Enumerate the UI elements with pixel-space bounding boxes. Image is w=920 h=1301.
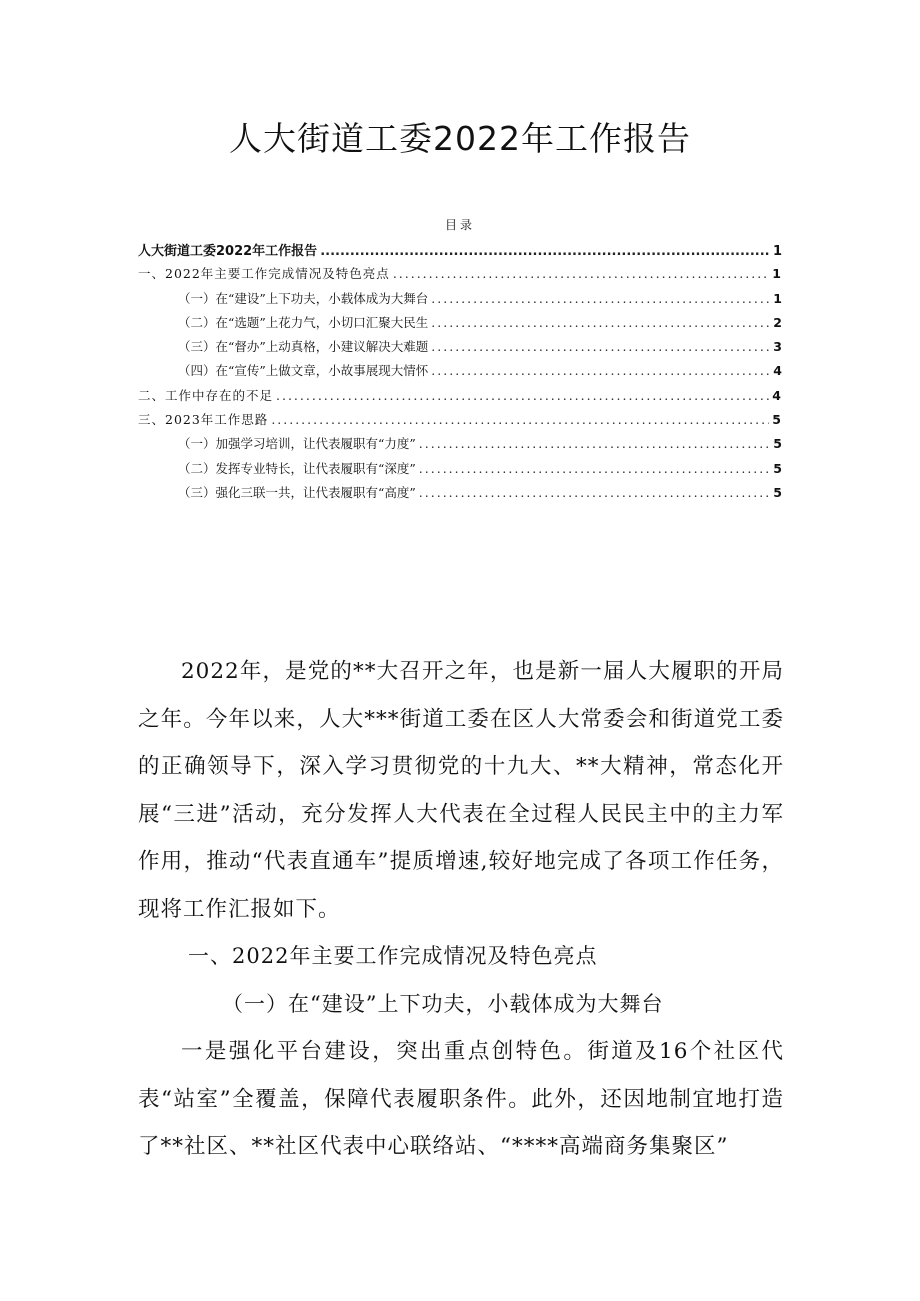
toc-leader-dots xyxy=(431,291,770,306)
toc-entry[interactable] xyxy=(138,459,782,483)
toc-entry-label: （三）在“督办”上动真格，小建议解决大难题 xyxy=(178,339,429,355)
toc-entry[interactable] xyxy=(138,361,782,385)
document-title: 人大街道工委2022年工作报告 xyxy=(229,119,691,158)
body-paragraph: 一是强化平台建设，突出重点创特色。街道及16个社区代表“站室”全覆盖，保障代表履职条件。此外，还因地制宜地打造了**社区、**社区代表中心联络站、“****高端商务集聚区” xyxy=(138,1039,784,1159)
toc-leader-dots xyxy=(419,436,771,451)
toc-leader-dots xyxy=(431,315,770,330)
toc-leader-dots xyxy=(271,412,769,427)
toc-entry-label: 三、2023年工作思路 xyxy=(138,412,269,428)
toc-entry-page: 3 xyxy=(773,339,782,355)
toc-entry-label: 二、工作中存在的不足 xyxy=(138,387,274,403)
toc-entry[interactable] xyxy=(138,240,782,264)
toc-entry-page: 5 xyxy=(773,460,782,476)
toc-heading: 目录 xyxy=(444,218,475,232)
toc-entry[interactable] xyxy=(138,434,782,458)
toc-entry[interactable] xyxy=(138,410,782,434)
toc-entry-page: 5 xyxy=(773,484,782,500)
toc-leader-dots xyxy=(320,244,770,259)
toc-entry-label: （二）发挥专业特长，让代表履职有“深度” xyxy=(178,460,416,476)
toc-entry[interactable] xyxy=(138,483,782,507)
toc-entry-page: 4 xyxy=(773,363,782,379)
toc-leader-dots xyxy=(431,339,770,354)
section-heading: 一、2022年主要工作完成情况及特色亮点 xyxy=(188,944,598,968)
toc-entry-page: 2 xyxy=(773,314,782,330)
toc-leader-dots xyxy=(393,266,769,281)
subsection-heading: （一）在“建设”上下功夫，小载体成为大舞台 xyxy=(222,991,664,1016)
toc-leader-dots xyxy=(419,485,771,500)
toc-entry-label: 人大街道工委2022年工作报告 xyxy=(138,244,318,259)
toc-entry-label: （一）加强学习培训，让代表履职有“力度” xyxy=(178,436,416,452)
toc-entry[interactable] xyxy=(138,313,782,337)
toc-leader-dots xyxy=(431,363,770,378)
toc-entry-page: 5 xyxy=(772,412,782,428)
toc-entry-label: （四）在“宣传”上做文章，小故事展现大情怀 xyxy=(178,363,429,379)
toc-entry-label: 一、2022年主要工作完成情况及特色亮点 xyxy=(138,266,390,282)
toc-leader-dots xyxy=(276,388,769,403)
toc-entry-page: 1 xyxy=(773,290,782,306)
toc-leader-dots xyxy=(419,461,771,476)
report-body xyxy=(138,648,784,1171)
toc-entry[interactable] xyxy=(138,264,782,288)
toc-entry[interactable] xyxy=(138,289,782,313)
toc-entry-page: 5 xyxy=(773,436,782,452)
toc-entry-page: 1 xyxy=(772,244,782,259)
toc-entry-label: （一）在“建设”上下功夫，小载体成为大舞台 xyxy=(178,290,429,306)
intro-paragraph: 2022年，是党的**大召开之年，也是新一届人大履职的开局之年。今年以来，人大***街道工委在区人大常委会和街道党工委的正确领导下，深入学习贯彻党的十九大、**大精神，常态化开展“三进”活动，充分发挥人大代表在全过程人民民主中的主力军作用，推动“代表直通车”提质增速,较好地完成了各项工作任务，现将工作汇报如下。 xyxy=(138,659,784,922)
toc-entry-label: （二）在“选题”上花力气，小切口汇聚大民生 xyxy=(178,314,429,330)
toc-entry[interactable] xyxy=(138,337,782,361)
toc-entry-page: 4 xyxy=(772,387,782,403)
table-of-contents xyxy=(138,240,782,507)
toc-entry[interactable] xyxy=(138,386,782,410)
toc-entry-page: 1 xyxy=(772,266,782,282)
toc-entry-label: （三）强化三联一共，让代表履职有“高度” xyxy=(178,484,416,500)
